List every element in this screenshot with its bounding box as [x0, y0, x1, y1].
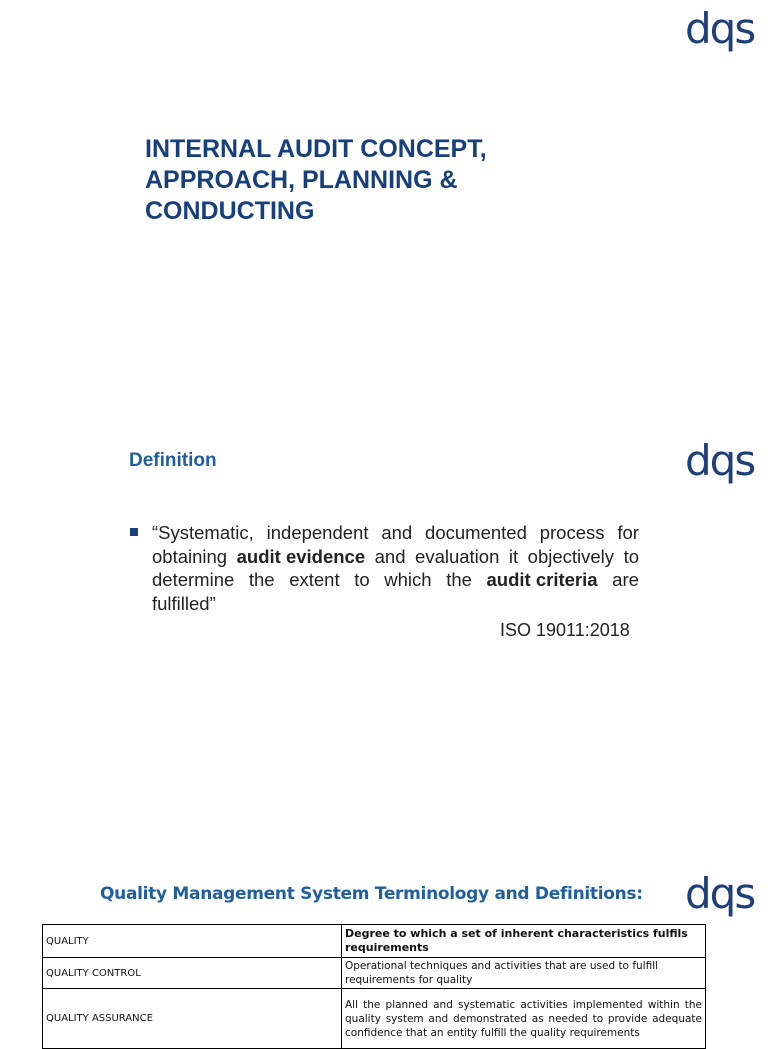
quote-word: the [248, 569, 275, 590]
page-title [145, 134, 565, 227]
dqs-logo: dqs [685, 4, 755, 53]
quote-word: fulfilled” [152, 592, 216, 614]
term-cell: QUALITY CONTROL [43, 958, 342, 989]
definition-cell: All the planned and systematic activities implemented within the quality system and demonstrated as needed to provide adequate confidence that an entity fulfill the quality requirements [342, 989, 706, 1049]
quote-word: evaluation [415, 545, 500, 567]
definition-cell: Degree to which a set of inherent characteristics fulfils requirements [342, 925, 706, 958]
section-heading-qms: Quality Management System Terminology and Definitions: [100, 884, 643, 904]
quote-word: are [612, 569, 639, 590]
square-bullet-icon [130, 528, 138, 536]
term-cell: QUALITY ASSURANCE [43, 989, 342, 1049]
quote-word: to [623, 545, 639, 567]
quote-line [152, 545, 639, 569]
slide-title [0, 0, 768, 400]
definition-quote [152, 521, 639, 615]
quote-word: obtaining [152, 545, 228, 567]
quote-word: independent [266, 522, 369, 543]
bold-term-audit-criteria: audit criteria [486, 569, 598, 590]
quote-word: it [508, 545, 519, 567]
quote-word: process [539, 522, 605, 543]
table-row [43, 958, 706, 989]
quote-word: objectively [527, 545, 615, 567]
terminology-table [42, 924, 706, 1049]
title-line: INTERNAL AUDIT CONCEPT, [145, 135, 487, 163]
bold-term-audit-evidence: audit evidence [236, 545, 366, 567]
dqs-logo: dqs [685, 436, 755, 485]
term-cell: QUALITY [43, 925, 342, 958]
table-row [43, 989, 706, 1049]
quote-word: the [446, 569, 472, 590]
section-heading-definition: Definition [129, 450, 217, 471]
title-line: CONDUCTING [145, 197, 315, 225]
quote-line [152, 521, 639, 545]
quote-word: determine [152, 569, 235, 590]
title-line: APPROACH, PLANNING & [145, 166, 458, 194]
quote-line [152, 592, 639, 616]
dqs-logo: dqs [685, 869, 755, 918]
quote-word: to [354, 569, 370, 590]
quote-line [152, 568, 639, 592]
quote-word: and [381, 522, 413, 543]
quote-word: extent [289, 569, 340, 590]
table-row [43, 925, 706, 958]
quote-word: for [617, 522, 639, 543]
quote-word: which [384, 569, 432, 590]
quote-word: documented [425, 522, 527, 543]
definition-cell: Operational techniques and activities that are used to fulfill requirements for quality [342, 958, 706, 989]
quote-word: and [374, 545, 406, 567]
quote-word: “Systematic, [152, 522, 254, 543]
source-citation: ISO 19011:2018 [500, 620, 630, 640]
